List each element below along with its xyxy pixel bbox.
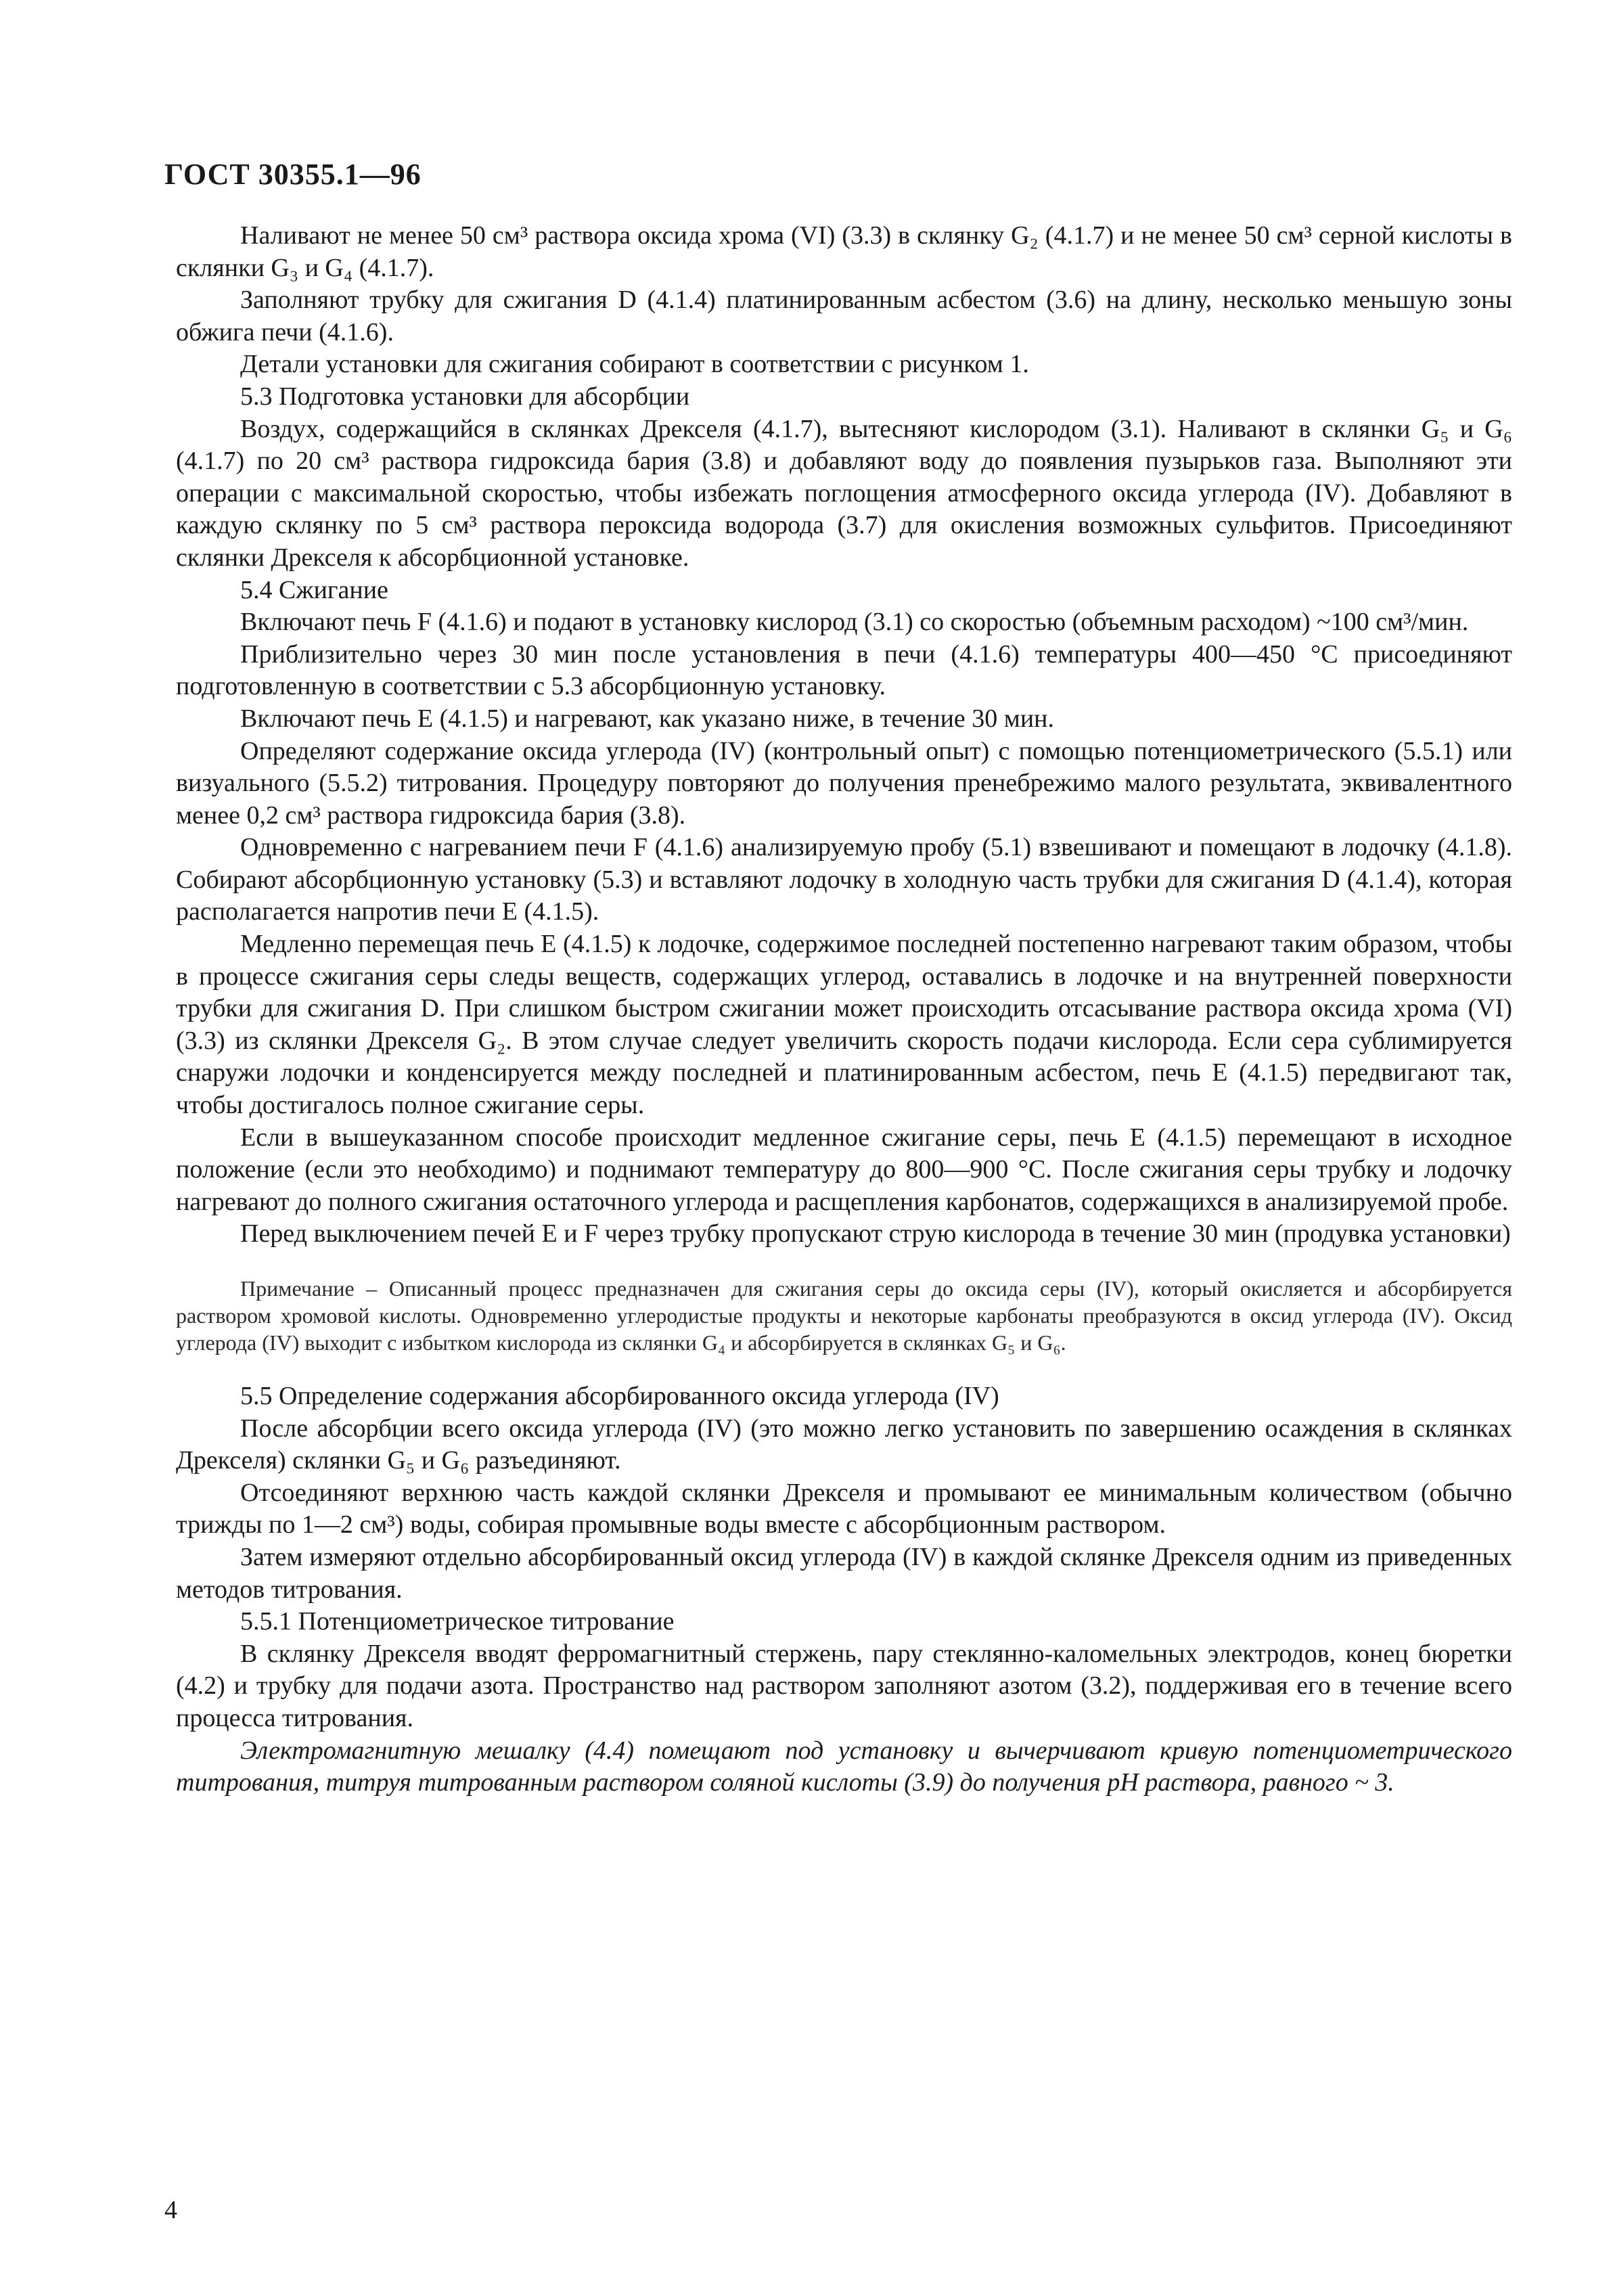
paragraph: Если в вышеуказанном способе происходит медленное сжигание серы, печь E (4.1.5) перемещают в исходное положение (если это необходимо) и поднимают температуру до 800—900 °С. После сжигания серы трубку и лодочку нагревают до полного сжигания остаточного углерода и расщепления карбонатов, содержащихся в анализируемой пробе. (176, 1123, 1512, 1216)
paragraph: Приблизительно через 30 мин после установления в печи (4.1.6) температуры 400—450 °С присоединяют подготовленную в соответствии с 5.3 абсорбционную установку. (176, 639, 1512, 701)
paragraph: Включают печь E (4.1.5) и нагревают, как указано ниже, в течение 30 мин. (240, 704, 1055, 733)
paragraph: Детали установки для сжигания собирают в соответствии с рисунком 1. (240, 350, 1029, 379)
section-heading: 5.3 Подготовка установки для абсорбции (240, 382, 690, 411)
paragraph: Медленно перемещая печь E (4.1.5) к лодочке, содержимое последней постепенно нагревают таким образом, чтобы в процессе сжигания серы следы веществ, содержащих углерод, оставались в лодочке и на внутренней поверхности трубки для сжигания D. При слишком быстром сжигании может происходить отсасывание раствора оксида хрома (VI) (3.3) из склянки Дрекселя G₂. В этом случае следует увеличить скорость подачи кислорода. Если сера сублимируется снаружи лодочки и конденсируется между последней и платинированным асбестом, печь E (4.1.5) передвигают так, чтобы достигалось полное сжигание серы. (176, 930, 1512, 1120)
paragraph: Заполняют трубку для сжигания D (4.1.4) платинированным асбестом (3.6) на длину, несколько меньшую зоны обжига печи (4.1.6). (176, 286, 1512, 346)
note: Примечание – Описанный процесс предназначен для сжигания серы до оксида серы (IV), который окисляется и абсорбируется раствором хромовой кислоты. Одновременно углеродистые продукты и некоторые карбонаты преобразуются в оксид углерода (IV). Оксид углерода (IV) выходит с избытком кислорода из склянки G₄ и абсорбируется в склянках G₅ и G₆. (176, 1276, 1512, 1355)
paragraph: Отсоединяют верхнюю часть каждой склянки Дрекселя и промывают ее минимальным количеством (обычно трижды по 1—2 см³) воды, собирая промывные воды вместе с абсорбционным раствором. (176, 1478, 1512, 1539)
paragraph: Наливают не менее 50 см³ раствора оксида хрома (VI) (3.3) в склянку G₂ (4.1.7) и не менее 50 см³ серной кислоты в склянки G₃ и G₄ (4.1.7). (176, 221, 1512, 282)
document-header: ГОСТ 30355.1—96 (164, 158, 422, 191)
paragraph: Одновременно с нагреванием печи F (4.1.6) анализируемую пробу (5.1) взвешивают и помещают в лодочку (4.1.8). Собирают абсорбционную установку (5.3) и вставляют лодочку в холодную часть трубки для сжигания D (4.1.4), которая располагается напротив печи E (4.1.5). (176, 833, 1512, 926)
paragraph: Электромагнитную мешалку (4.4) помещают под установку и вычерчивают кривую потенциометрического титрования, титруя титрованным раствором соляной кислоты (3.9) до получения pH раствора, равного ~ 3. (176, 1736, 1512, 1797)
document-body (176, 220, 1512, 1799)
paragraph: В склянку Дрекселя вводят ферромагнитный стержень, пару стеклянно-каломельных электродов, конец бюретки (4.2) и трубку для подачи азота. Пространство над раствором заполняют азотом (3.2), поддерживая его в течение всего процесса титрования. (176, 1639, 1512, 1732)
section-heading: 5.5 Определение содержания абсорбированного оксида углерода (IV) (240, 1382, 999, 1410)
paragraph: После абсорбции всего оксида углерода (IV) (это можно легко установить по завершению осаждения в склянках Дрекселя) склянки G₅ и G₆ разъединяют. (176, 1414, 1512, 1475)
page-number: 4 (164, 2196, 177, 2224)
section-heading: 5.4 Сжигание (240, 575, 388, 604)
paragraph: Воздух, содержащийся в склянках Дрекселя (4.1.7), вытесняют кислородом (3.1). Наливают в склянки G₅ и G₆ (4.1.7) по 20 см³ раствора гидроксида бария (3.8) и добавляют воду до появления пузырьков газа. Выполняют эти операции с максимальной скоростью, чтобы избежать поглощения атмосферного оксида углерода (IV). Добавляют в каждую склянку по 5 см³ раствора пероксида водорода (3.7) для окисления возможных сульфитов. Присоединяют склянки Дрекселя к абсорбционной установке. (176, 414, 1512, 572)
paragraph: Перед выключением печей E и F через трубку пропускают струю кислорода в течение 30 мин (продувка установки) (240, 1219, 1511, 1248)
paragraph: Включают печь F (4.1.6) и подают в установку кислород (3.1) со скоростью (объемным расходом) ~100 см³/мин. (240, 608, 1469, 637)
section-heading: 5.5.1 Потенциометрическое титрование (240, 1607, 675, 1636)
paragraph: Определяют содержание оксида углерода (IV) (контрольный опыт) с помощью потенциометрического (5.5.1) или визуального (5.5.2) титрования. Процедуру повторяют до получения пренебрежимо малого результата, эквивалентного менее 0,2 см³ раствора гидроксида бария (3.8). (176, 736, 1512, 830)
paragraph: Затем измеряют отдельно абсорбированный оксид углерода (IV) в каждой склянке Дрекселя одним из приведенных методов титрования. (176, 1542, 1512, 1604)
